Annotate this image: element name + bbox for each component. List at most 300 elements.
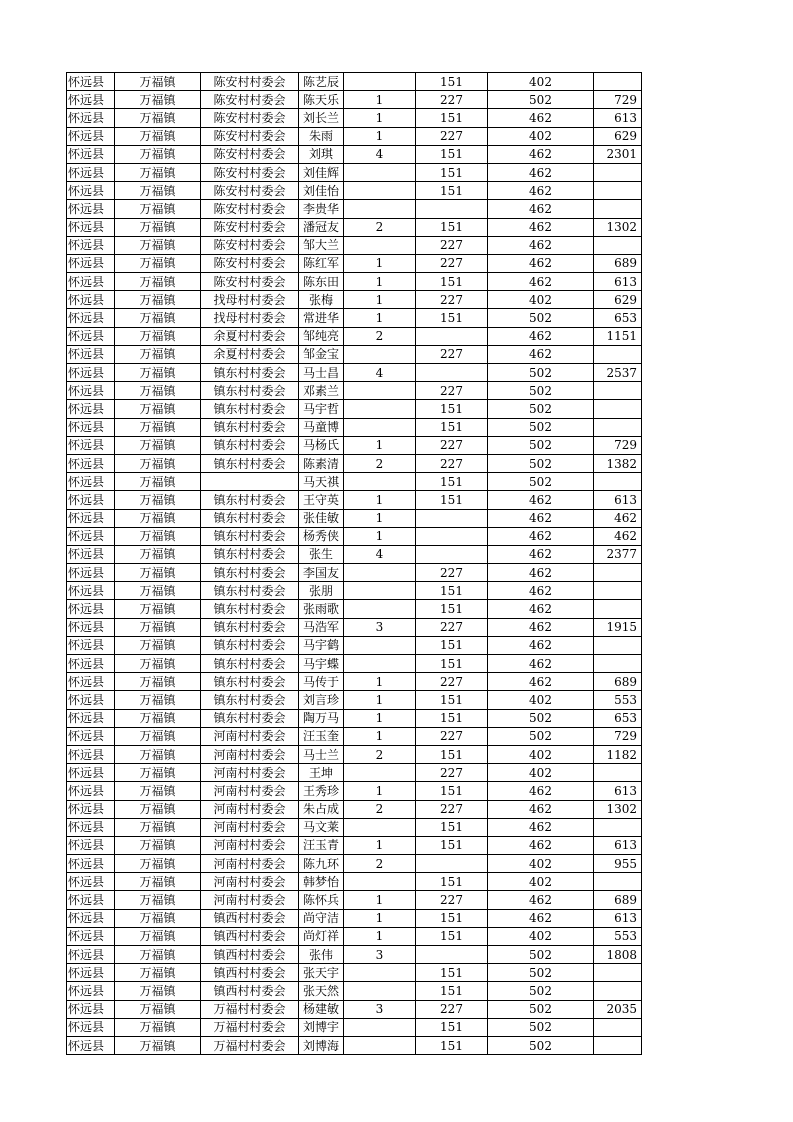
total-cell [594, 1018, 642, 1036]
total-cell: 689 [594, 673, 642, 691]
table-row [67, 909, 642, 927]
amount-b-cell: 402 [488, 764, 594, 782]
amount-b-cell: 502 [488, 964, 594, 982]
name-cell: 王坤 [299, 764, 344, 782]
table-row [67, 163, 642, 181]
county-cell: 怀远县 [67, 527, 115, 545]
name-cell: 张朋 [299, 582, 344, 600]
total-cell: 1808 [594, 946, 642, 964]
amount-a-cell [416, 527, 488, 545]
table-row [67, 491, 642, 509]
town-cell: 万福镇 [115, 564, 201, 582]
total-cell [594, 400, 642, 418]
count-cell: 2 [344, 327, 416, 345]
county-cell: 怀远县 [67, 673, 115, 691]
county-cell: 怀远县 [67, 909, 115, 927]
amount-b-cell: 462 [488, 582, 594, 600]
village-cell: 镇东村村委会 [201, 364, 299, 382]
amount-b-cell: 462 [488, 800, 594, 818]
table-row [67, 946, 642, 964]
amount-a-cell: 151 [416, 473, 488, 491]
total-cell: 462 [594, 509, 642, 527]
count-cell: 2 [344, 800, 416, 818]
amount-b-cell: 502 [488, 364, 594, 382]
amount-a-cell: 227 [416, 91, 488, 109]
amount-b-cell: 402 [488, 691, 594, 709]
village-cell: 镇西村村委会 [201, 982, 299, 1000]
name-cell: 潘冠友 [299, 218, 344, 236]
count-cell: 1 [344, 109, 416, 127]
county-cell: 怀远县 [67, 873, 115, 891]
count-cell: 2 [344, 745, 416, 763]
amount-a-cell: 227 [416, 454, 488, 472]
total-cell [594, 345, 642, 363]
county-cell: 怀远县 [67, 291, 115, 309]
village-cell: 镇东村村委会 [201, 618, 299, 636]
name-cell: 邓素兰 [299, 382, 344, 400]
village-cell: 镇东村村委会 [201, 655, 299, 673]
count-cell: 1 [344, 527, 416, 545]
name-cell: 陶万马 [299, 709, 344, 727]
table-row [67, 891, 642, 909]
count-cell: 1 [344, 909, 416, 927]
village-cell: 镇东村村委会 [201, 382, 299, 400]
amount-a-cell: 227 [416, 1000, 488, 1018]
name-cell: 马杨氏 [299, 436, 344, 454]
count-cell [344, 564, 416, 582]
total-cell: 629 [594, 127, 642, 145]
name-cell: 陈东田 [299, 273, 344, 291]
amount-b-cell: 502 [488, 309, 594, 327]
total-cell [594, 964, 642, 982]
town-cell: 万福镇 [115, 545, 201, 563]
village-cell: 镇东村村委会 [201, 418, 299, 436]
town-cell: 万福镇 [115, 927, 201, 945]
amount-a-cell: 151 [416, 273, 488, 291]
town-cell: 万福镇 [115, 873, 201, 891]
county-cell: 怀远县 [67, 127, 115, 145]
name-cell: 尚守洁 [299, 909, 344, 927]
amount-a-cell: 151 [416, 145, 488, 163]
county-cell: 怀远县 [67, 182, 115, 200]
county-cell: 怀远县 [67, 254, 115, 272]
table-row [67, 564, 642, 582]
count-cell: 1 [344, 273, 416, 291]
total-cell: 653 [594, 709, 642, 727]
county-cell: 怀远县 [67, 691, 115, 709]
village-cell: 陈安村村委会 [201, 163, 299, 181]
name-cell: 马文莱 [299, 818, 344, 836]
town-cell: 万福镇 [115, 836, 201, 854]
name-cell: 王守英 [299, 491, 344, 509]
count-cell: 3 [344, 1000, 416, 1018]
table-row [67, 291, 642, 309]
name-cell: 刘博海 [299, 1036, 344, 1054]
amount-a-cell: 151 [416, 109, 488, 127]
amount-a-cell [416, 327, 488, 345]
table-row [67, 91, 642, 109]
amount-b-cell: 502 [488, 1000, 594, 1018]
total-cell: 1382 [594, 454, 642, 472]
amount-b-cell: 462 [488, 345, 594, 363]
count-cell: 1 [344, 436, 416, 454]
total-cell [594, 582, 642, 600]
table-row [67, 673, 642, 691]
county-cell: 怀远县 [67, 745, 115, 763]
name-cell: 张天宇 [299, 964, 344, 982]
table-row [67, 764, 642, 782]
amount-b-cell: 502 [488, 1036, 594, 1054]
table-row [67, 509, 642, 527]
total-cell [594, 163, 642, 181]
town-cell: 万福镇 [115, 782, 201, 800]
village-cell: 镇西村村委会 [201, 946, 299, 964]
name-cell: 马宇鹤 [299, 636, 344, 654]
count-cell: 2 [344, 454, 416, 472]
total-cell: 689 [594, 254, 642, 272]
name-cell: 刘言珍 [299, 691, 344, 709]
amount-b-cell: 502 [488, 436, 594, 454]
table-row [67, 982, 642, 1000]
total-cell: 955 [594, 855, 642, 873]
village-cell: 陈安村村委会 [201, 182, 299, 200]
town-cell: 万福镇 [115, 909, 201, 927]
county-cell: 怀远县 [67, 454, 115, 472]
count-cell [344, 236, 416, 254]
county-cell: 怀远县 [67, 600, 115, 618]
village-cell: 余夏村村委会 [201, 327, 299, 345]
amount-a-cell: 227 [416, 800, 488, 818]
village-cell: 镇西村村委会 [201, 909, 299, 927]
county-cell: 怀远县 [67, 800, 115, 818]
name-cell: 陈素清 [299, 454, 344, 472]
amount-b-cell: 462 [488, 782, 594, 800]
name-cell: 陈红军 [299, 254, 344, 272]
table-row [67, 800, 642, 818]
name-cell: 朱雨 [299, 127, 344, 145]
amount-a-cell: 151 [416, 636, 488, 654]
amount-b-cell: 462 [488, 836, 594, 854]
total-cell [594, 182, 642, 200]
amount-b-cell: 462 [488, 818, 594, 836]
amount-b-cell: 462 [488, 145, 594, 163]
name-cell: 朱占成 [299, 800, 344, 818]
name-cell: 马天祺 [299, 473, 344, 491]
amount-a-cell: 151 [416, 182, 488, 200]
table-row [67, 727, 642, 745]
county-cell: 怀远县 [67, 1000, 115, 1018]
table-row [67, 218, 642, 236]
table-row [67, 745, 642, 763]
amount-b-cell: 462 [488, 273, 594, 291]
table-row [67, 618, 642, 636]
total-cell: 729 [594, 436, 642, 454]
table-row [67, 400, 642, 418]
amount-b-cell: 402 [488, 855, 594, 873]
count-cell [344, 982, 416, 1000]
table-row [67, 145, 642, 163]
table-row [67, 1000, 642, 1018]
table-row [67, 600, 642, 618]
county-cell: 怀远县 [67, 636, 115, 654]
count-cell: 1 [344, 836, 416, 854]
town-cell: 万福镇 [115, 236, 201, 254]
total-cell: 553 [594, 927, 642, 945]
amount-a-cell: 151 [416, 982, 488, 1000]
amount-a-cell [416, 364, 488, 382]
town-cell: 万福镇 [115, 91, 201, 109]
name-cell: 邹大兰 [299, 236, 344, 254]
table-row [67, 182, 642, 200]
amount-b-cell: 462 [488, 527, 594, 545]
count-cell: 1 [344, 309, 416, 327]
count-cell: 1 [344, 927, 416, 945]
town-cell: 万福镇 [115, 691, 201, 709]
amount-a-cell: 151 [416, 873, 488, 891]
amount-a-cell: 151 [416, 709, 488, 727]
village-cell: 河南村村委会 [201, 727, 299, 745]
amount-b-cell: 462 [488, 236, 594, 254]
amount-a-cell: 227 [416, 382, 488, 400]
amount-a-cell: 151 [416, 655, 488, 673]
count-cell [344, 582, 416, 600]
amount-b-cell: 462 [488, 491, 594, 509]
total-cell: 2537 [594, 364, 642, 382]
name-cell: 杨秀侠 [299, 527, 344, 545]
table-row [67, 1018, 642, 1036]
county-cell: 怀远县 [67, 655, 115, 673]
count-cell: 1 [344, 709, 416, 727]
amount-b-cell: 462 [488, 327, 594, 345]
village-cell: 河南村村委会 [201, 800, 299, 818]
town-cell: 万福镇 [115, 636, 201, 654]
name-cell: 陈天乐 [299, 91, 344, 109]
total-cell [594, 655, 642, 673]
count-cell: 1 [344, 782, 416, 800]
name-cell: 马士昌 [299, 364, 344, 382]
town-cell: 万福镇 [115, 982, 201, 1000]
total-cell: 2377 [594, 545, 642, 563]
total-cell [594, 818, 642, 836]
town-cell: 万福镇 [115, 436, 201, 454]
village-cell: 镇东村村委会 [201, 564, 299, 582]
town-cell: 万福镇 [115, 655, 201, 673]
total-cell: 729 [594, 91, 642, 109]
county-cell: 怀远县 [67, 855, 115, 873]
table-row [67, 927, 642, 945]
name-cell: 刘长兰 [299, 109, 344, 127]
total-cell: 613 [594, 109, 642, 127]
count-cell [344, 655, 416, 673]
total-cell: 613 [594, 909, 642, 927]
count-cell [344, 182, 416, 200]
table-row [67, 691, 642, 709]
count-cell: 3 [344, 946, 416, 964]
total-cell [594, 418, 642, 436]
county-cell: 怀远县 [67, 218, 115, 236]
amount-b-cell: 402 [488, 73, 594, 91]
amount-b-cell: 502 [488, 982, 594, 1000]
count-cell [344, 473, 416, 491]
village-cell: 河南村村委会 [201, 818, 299, 836]
name-cell: 马童博 [299, 418, 344, 436]
village-cell: 河南村村委会 [201, 873, 299, 891]
amount-b-cell: 402 [488, 127, 594, 145]
name-cell: 张佳敏 [299, 509, 344, 527]
county-cell: 怀远县 [67, 327, 115, 345]
name-cell: 汪玉青 [299, 836, 344, 854]
table-row [67, 782, 642, 800]
amount-b-cell: 402 [488, 291, 594, 309]
count-cell: 4 [344, 145, 416, 163]
town-cell: 万福镇 [115, 764, 201, 782]
count-cell [344, 636, 416, 654]
town-cell: 万福镇 [115, 163, 201, 181]
town-cell: 万福镇 [115, 1000, 201, 1018]
total-cell [594, 764, 642, 782]
town-cell: 万福镇 [115, 891, 201, 909]
table-row [67, 836, 642, 854]
total-cell [594, 382, 642, 400]
county-cell: 怀远县 [67, 273, 115, 291]
table-row [67, 709, 642, 727]
amount-b-cell: 402 [488, 873, 594, 891]
town-cell: 万福镇 [115, 509, 201, 527]
amount-b-cell: 462 [488, 564, 594, 582]
table-row [67, 582, 642, 600]
amount-b-cell: 502 [488, 382, 594, 400]
town-cell: 万福镇 [115, 673, 201, 691]
village-cell: 镇东村村委会 [201, 673, 299, 691]
county-cell: 怀远县 [67, 418, 115, 436]
count-cell: 2 [344, 855, 416, 873]
village-cell: 镇东村村委会 [201, 691, 299, 709]
total-cell [594, 236, 642, 254]
amount-b-cell: 402 [488, 927, 594, 945]
table-row [67, 200, 642, 218]
amount-b-cell: 462 [488, 636, 594, 654]
town-cell: 万福镇 [115, 964, 201, 982]
county-cell: 怀远县 [67, 709, 115, 727]
name-cell: 马宇蝶 [299, 655, 344, 673]
table-body [67, 73, 642, 1055]
town-cell: 万福镇 [115, 127, 201, 145]
count-cell: 1 [344, 727, 416, 745]
amount-b-cell: 462 [488, 109, 594, 127]
town-cell: 万福镇 [115, 364, 201, 382]
village-cell: 镇东村村委会 [201, 600, 299, 618]
table-row [67, 109, 642, 127]
count-cell [344, 163, 416, 181]
total-cell [594, 473, 642, 491]
amount-b-cell: 502 [488, 727, 594, 745]
amount-b-cell: 502 [488, 709, 594, 727]
village-cell: 河南村村委会 [201, 836, 299, 854]
county-cell: 怀远县 [67, 582, 115, 600]
village-cell: 陈安村村委会 [201, 127, 299, 145]
table-row [67, 436, 642, 454]
name-cell: 马宇哲 [299, 400, 344, 418]
county-cell: 怀远县 [67, 345, 115, 363]
total-cell: 613 [594, 782, 642, 800]
count-cell [344, 73, 416, 91]
amount-b-cell: 462 [488, 182, 594, 200]
town-cell: 万福镇 [115, 291, 201, 309]
village-cell: 找母村村委会 [201, 291, 299, 309]
total-cell: 2301 [594, 145, 642, 163]
village-cell: 河南村村委会 [201, 782, 299, 800]
count-cell: 1 [344, 509, 416, 527]
village-cell: 河南村村委会 [201, 891, 299, 909]
total-cell: 462 [594, 527, 642, 545]
count-cell [344, 873, 416, 891]
amount-b-cell: 462 [488, 600, 594, 618]
village-cell: 镇东村村委会 [201, 491, 299, 509]
count-cell [344, 200, 416, 218]
town-cell: 万福镇 [115, 218, 201, 236]
count-cell [344, 400, 416, 418]
count-cell [344, 1036, 416, 1054]
total-cell: 1182 [594, 745, 642, 763]
village-cell: 陈安村村委会 [201, 145, 299, 163]
town-cell: 万福镇 [115, 73, 201, 91]
village-cell: 镇东村村委会 [201, 527, 299, 545]
amount-a-cell: 151 [416, 964, 488, 982]
county-cell: 怀远县 [67, 927, 115, 945]
count-cell [344, 964, 416, 982]
name-cell: 马浩军 [299, 618, 344, 636]
count-cell: 1 [344, 891, 416, 909]
amount-b-cell: 502 [488, 1018, 594, 1036]
town-cell: 万福镇 [115, 727, 201, 745]
total-cell: 653 [594, 309, 642, 327]
table-row [67, 818, 642, 836]
count-cell [344, 345, 416, 363]
county-cell: 怀远县 [67, 946, 115, 964]
village-cell: 镇东村村委会 [201, 582, 299, 600]
village-cell: 镇东村村委会 [201, 400, 299, 418]
name-cell: 常进华 [299, 309, 344, 327]
amount-a-cell: 151 [416, 73, 488, 91]
count-cell: 4 [344, 364, 416, 382]
count-cell: 1 [344, 254, 416, 272]
amount-a-cell: 151 [416, 909, 488, 927]
name-cell: 张天然 [299, 982, 344, 1000]
table-row [67, 527, 642, 545]
name-cell: 刘琪 [299, 145, 344, 163]
amount-a-cell: 227 [416, 564, 488, 582]
table-row [67, 254, 642, 272]
county-cell: 怀远县 [67, 109, 115, 127]
county-cell: 怀远县 [67, 491, 115, 509]
village-cell: 找母村村委会 [201, 309, 299, 327]
county-cell: 怀远县 [67, 818, 115, 836]
amount-b-cell: 402 [488, 745, 594, 763]
amount-a-cell [416, 545, 488, 563]
county-cell: 怀远县 [67, 545, 115, 563]
name-cell: 李国友 [299, 564, 344, 582]
village-cell: 陈安村村委会 [201, 236, 299, 254]
name-cell: 陈艺辰 [299, 73, 344, 91]
count-cell [344, 764, 416, 782]
county-cell: 怀远县 [67, 400, 115, 418]
name-cell: 刘佳怡 [299, 182, 344, 200]
town-cell: 万福镇 [115, 345, 201, 363]
table-row [67, 273, 642, 291]
village-cell: 陈安村村委会 [201, 73, 299, 91]
table-row [67, 964, 642, 982]
amount-a-cell: 227 [416, 236, 488, 254]
